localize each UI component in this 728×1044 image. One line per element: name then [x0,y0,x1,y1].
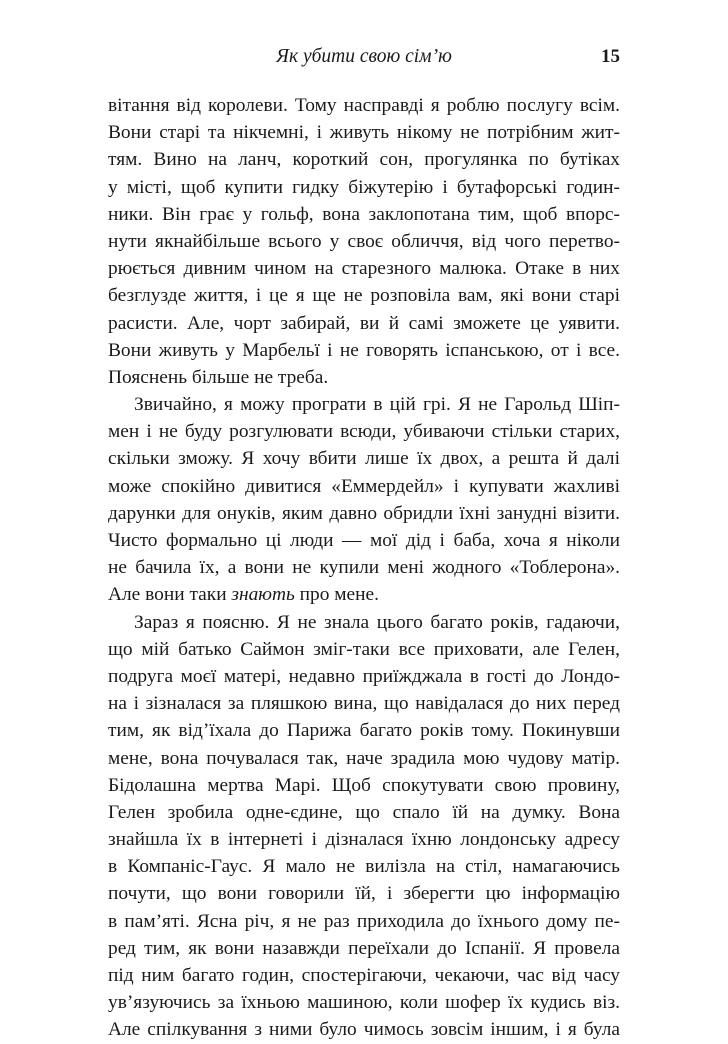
text-line: Звичайно, я можу програти в цій грі. Я не Гарольд Шіп- [134,394,620,416]
emphasized-word: знають [231,584,295,606]
text-line: подруга моєї матері, недавно приїжджала в гості до Лондо- [108,665,620,687]
paragraph-3 [108,609,620,1044]
text-line: у місті, щоб купити гидку біжутерію і бутафорські годин- [108,176,620,198]
text-line: дарунки для онуків, яким давно обридли їхні занудні візити. [108,502,620,524]
text-line: в Компаніс-Гаус. Я мало не вилізла на стіл, намагаючись [108,856,620,878]
text-line: расисти. Але, чорт забирай, ви й самі зможете це уявити. [108,312,620,334]
text-line: Вони живуть у Марбельї і не говорять іспанською, от і все. [108,339,620,361]
paragraph-2 [108,391,620,609]
text-line: рюється дивним чином на старезного малюка. Отаке в них [108,258,620,280]
text-line: може спокійно дивитися «Еммердейл» і купувати жахливі [108,475,620,497]
text-line: тям. Вино на ланч, короткий сон, прогулянка по бутіках [108,149,620,171]
text-line [108,581,620,608]
text-line: що мій батько Саймон зміг-таки все приховати, але Гелен, [108,638,620,660]
text-line: тим, як від’їхала до Парижа багато років тому. Покинувши [108,720,620,742]
text-line: ред тим, як вони назавжди переїхали до Іспанії. Я провела [108,937,620,959]
text-line: Вони старі та нікчемні, і живуть нікому не потрібним жит- [108,122,620,144]
text-line: знайшла їх в інтернеті і дізналася їхню лондонську адресу [108,829,620,851]
paragraph-1 [108,92,620,391]
body-text [108,92,620,1044]
text-line: мене, вона почувалася так, наче зрадила мою чудову матір. [108,747,620,769]
text-line: ув’язуючись за їхньою машиною, коли шофер їх кудись віз. [108,992,620,1014]
text-line: нути якнайбільше всього у своє обличчя, від чого перетво- [108,230,620,252]
text-line: Пояснень більше не треба. [108,366,329,388]
text-line: Зараз я поясню. Я не знала цього багато років, гадаючи, [134,611,620,633]
text-line: ники. Він грає у гольф, вона заклопотана тим, щоб впорс- [108,203,620,225]
text-line: в пам’яті. Ясна річ, я не раз приходила до їхнього дому пе- [108,910,620,932]
text-line: Але спілкування з ними було чимось зовсім іншим, і я була [108,1019,620,1041]
text-line: Гелен зробила одне-єдине, що спало їй на думку. Вона [108,801,620,823]
text-line: безглузде життя, і це я ще не розповіла вам, які вони старі [108,285,620,307]
running-title: Як убити свою сім’ю [276,46,452,67]
text-line: мен і не буду розгулювати всюди, убиваючи стільки старих, [108,421,620,443]
text-line: під ним багато годин, спостерігаючи, чекаючи, час від часу [108,965,620,986]
text-line: почути, що вони говорили їй, і зберегти цю інформацію [108,883,620,905]
text-line: вітання від королеви. Тому насправді я роблю послугу всім. [108,95,620,116]
text-line: не бачила їх, а вони не купили мені жодного «Тоблерона». [108,557,620,579]
text-line: Чисто формально ці люди — мої дід і баба, хоча я ніколи [108,530,620,551]
text-line: Бідолашна мертва Марі. Щоб спокутувати свою провину, [108,774,620,796]
text-fragment: про мене. [294,584,379,606]
text-fragment: Але вони таки [108,584,232,606]
page-header [108,44,620,70]
page-number: 15 [601,46,620,67]
text-line: на і зізналася за пляшкою вина, що навідалася до них перед [108,693,620,715]
text-line: скільки зможу. Я хочу вбити лише їх двох, а решта й далі [108,448,620,470]
